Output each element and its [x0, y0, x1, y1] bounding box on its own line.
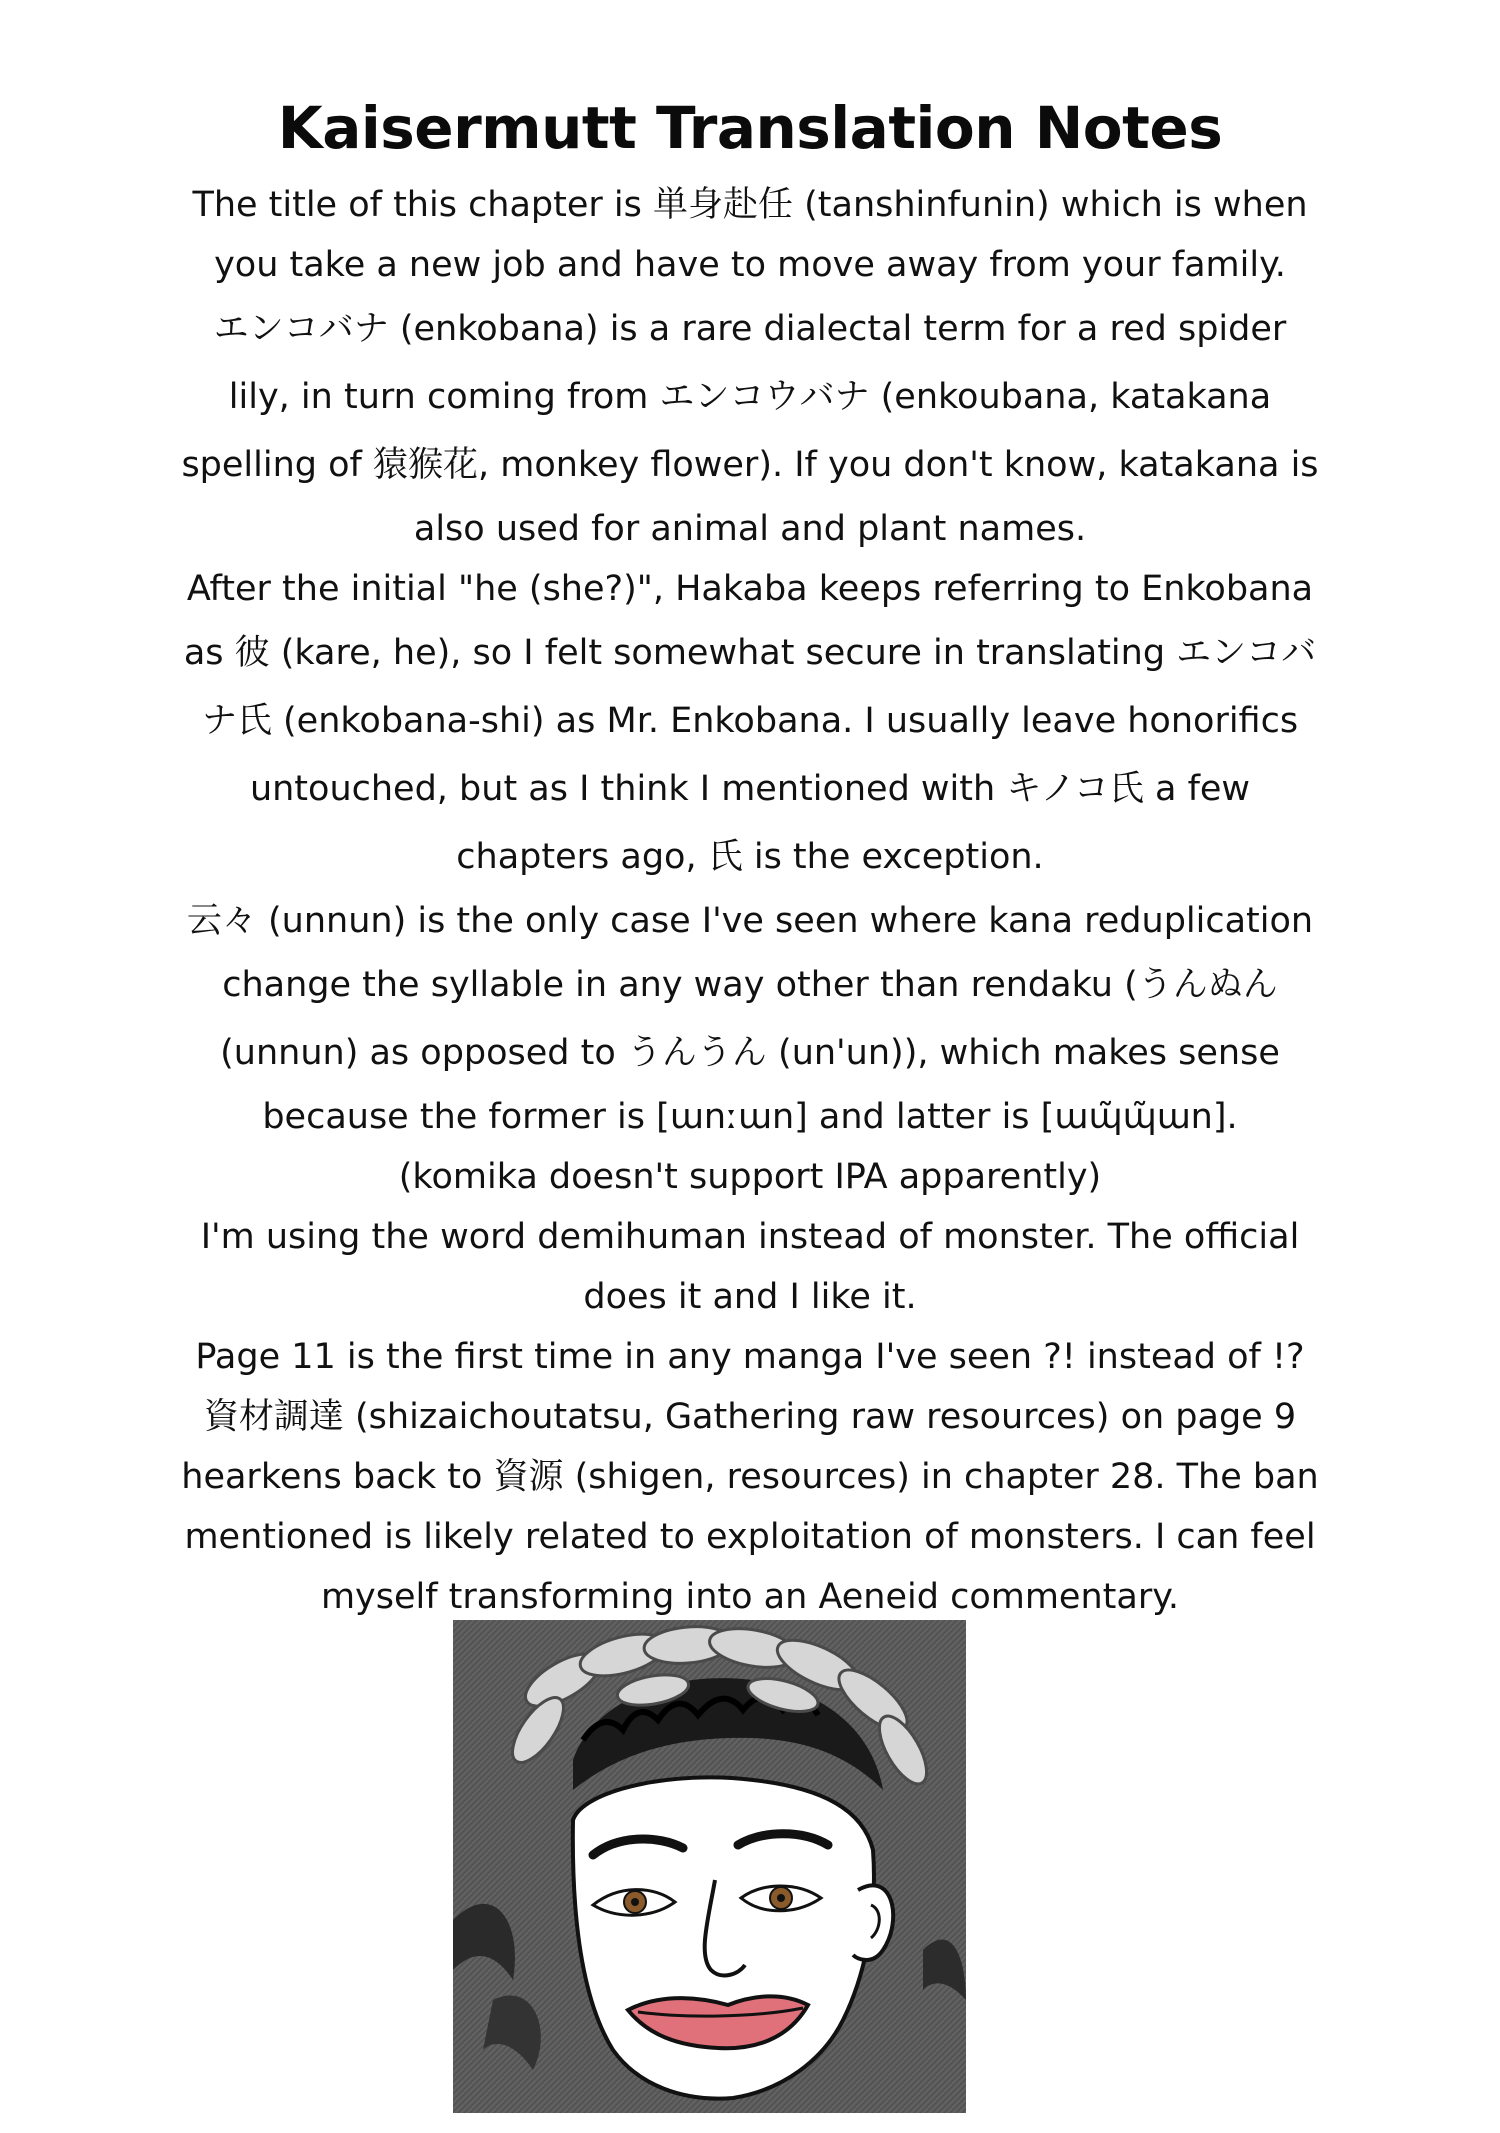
notes-line: ナ氏 (enkobana-shi) as Mr. Enkobana. I usually leave honorifics [201, 701, 1299, 741]
laurel-crowned-face-drawing-icon [453, 1620, 966, 2113]
notes-line: (komika doesn't support IPA apparently) [398, 1157, 1102, 1197]
notes-line: mentioned is likely related to exploitation of monsters. I can feel [184, 1517, 1316, 1557]
notes-line: change the syllable in any way other than rendaku (うんぬん [222, 965, 1278, 1005]
notes-line: because the former is [ɯnːɯn] and latter is [ɯɰ̃ɰ̃ɯn]. [262, 1097, 1238, 1137]
notes-line: as 彼 (kare, he), so I felt somewhat secure in translating エンコバ [183, 633, 1317, 673]
notes-line: Page 11 is the first time in any manga I've seen ?! instead of !? [195, 1337, 1305, 1377]
notes-line: I'm using the word demihuman instead of monster. The official [200, 1217, 1300, 1257]
notes-line: (unnun) as opposed to うんうん (un'un)), which makes sense [220, 1033, 1280, 1073]
notes-line: myself transforming into an Aeneid commentary. [320, 1577, 1180, 1617]
notes-line: The title of this chapter is 単身赴任 (tanshinfunin) which is when [192, 185, 1308, 225]
notes-line: does it and I like it. [583, 1277, 917, 1317]
notes-line: you take a new job and have to move away from your family. [214, 245, 1286, 285]
notes-line: chapters ago, 氏 is the exception. [456, 837, 1044, 877]
page-title: Kaisermutt Translation Notes [277, 94, 1223, 162]
notes-line: 資材調達 (shizaichoutatsu, Gathering raw resources) on page 9 [203, 1397, 1297, 1437]
notes-line: 云々 (unnun) is the only case I've seen where kana reduplication [186, 901, 1314, 941]
notes-line: also used for animal and plant names. [413, 509, 1087, 549]
notes-line: spelling of 猿猴花, monkey flower). If you don't know, katakana is [181, 445, 1319, 485]
notes-body [100, 175, 1400, 1627]
notes-line: After the initial "he (she?)", Hakaba keeps referring to Enkobana [186, 569, 1314, 609]
notes-line: hearkens back to 資源 (shigen, resources) in chapter 28. The ban [181, 1457, 1319, 1497]
notes-line: エンコバナ (enkobana) is a rare dialectal term for a red spider [213, 309, 1287, 349]
notes-line: untouched, but as I think I mentioned with キノコ氏 a few [249, 769, 1251, 809]
notes-line: lily, in turn coming from エンコウバナ (enkoubana, katakana [228, 377, 1272, 417]
